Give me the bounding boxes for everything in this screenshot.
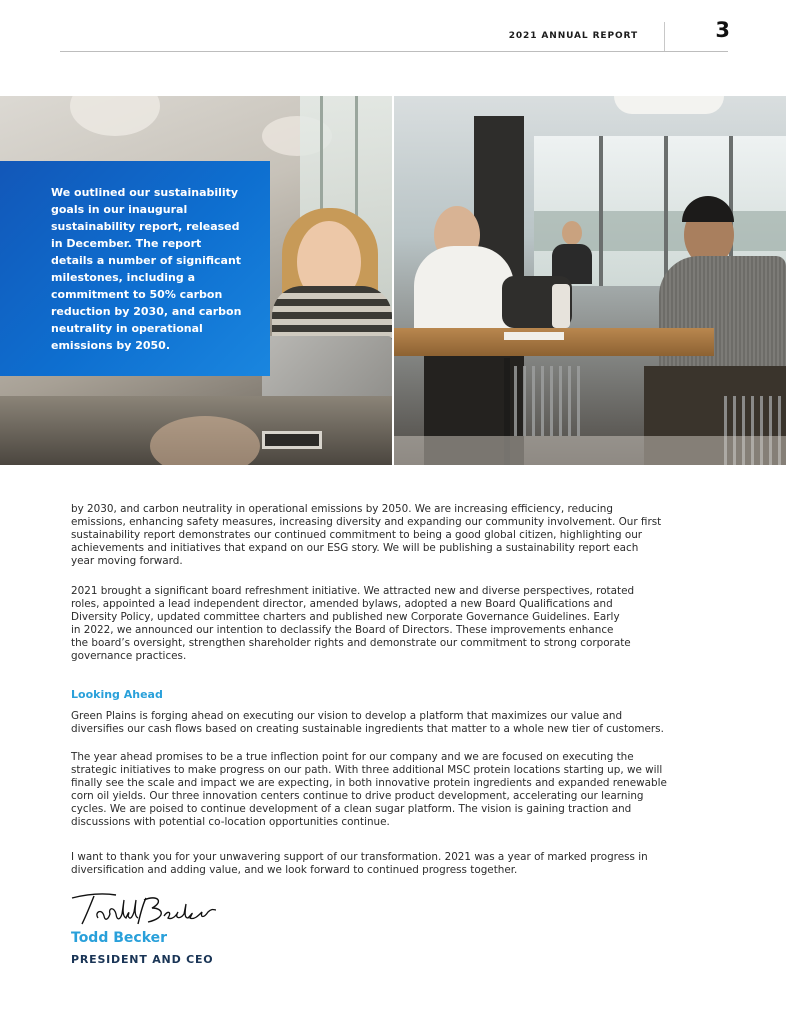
body-paragraph-thanks: I want to thank you for your unwavering support of our transformation. 2021 was a year of marked progress in diversification and adding value, and we look forward to continued progress together. bbox=[71, 851, 648, 877]
handwritten-signature bbox=[68, 888, 218, 928]
body-paragraph-board: 2021 brought a significant board refreshment initiative. We attracted new and diverse perspectives, rotated roles, appointed a lead independent director, amended bylaws, adopted a new Board Qualifications and Diversity Policy, updated committee charters and published new Corporate Governance Guidelines. Early in 2022, we announced our intention to declassify the Board of Directors. These improvements enhance the board’s oversight, strengthen shareholder rights and demonstrate our commitment to strong corporate governance practices. bbox=[71, 585, 635, 663]
header-rule bbox=[60, 51, 728, 52]
body-paragraph-vision: Green Plains is forging ahead on executing our vision to develop a platform that maximizes our value and diversifies our cash flows based on creating sustainable ingredients that matter to a whole new tier of customers. bbox=[71, 710, 664, 736]
signer-title: PRESIDENT AND CEO bbox=[71, 953, 214, 966]
header-divider bbox=[664, 22, 665, 51]
report-title: 2021 ANNUAL REPORT bbox=[508, 31, 638, 41]
body-paragraph-esg: by 2030, and carbon neutrality in operational emissions by 2050. We are increasing efficiency, reducing emissions, enhancing safety measures, increasing diversity and expanding our community involvement. Our first sustainability report demonstrates our continued commitment to being a good global citizen, highlighting our achievements and initiatives that expand on our ESG story. We will be publishing a sustainability report each year moving forward. bbox=[71, 503, 662, 568]
callout-text: We outlined our sustainability goals in our inaugural sustainability report, released in December. The report details a number of significant milestones, including a commitment to 50% carbon reduction by 2030, and carbon neutrality in operational emissions by 2050. bbox=[51, 186, 242, 352]
section-heading-looking-ahead: Looking Ahead bbox=[71, 688, 163, 701]
page-number: 3 bbox=[715, 18, 730, 42]
photo-cafe-meeting bbox=[394, 96, 786, 465]
signer-name: Todd Becker bbox=[71, 930, 168, 946]
body-paragraph-year-ahead: The year ahead promises to be a true inflection point for our company and we are focused on executing the strategic initiatives to make progress on our path. With three additional MSC protein locations starting up, we will finally see the scale and impact we are expecting, in both innovative protein ingredients and expanded renewable corn oil yields. Our three innovation centers continue to drive product development, accelerating our learning cycles. We are poised to continue development of a clean sugar platform. The vision is gaining traction and discussions with potential co-location opportunities continue. bbox=[71, 751, 667, 829]
